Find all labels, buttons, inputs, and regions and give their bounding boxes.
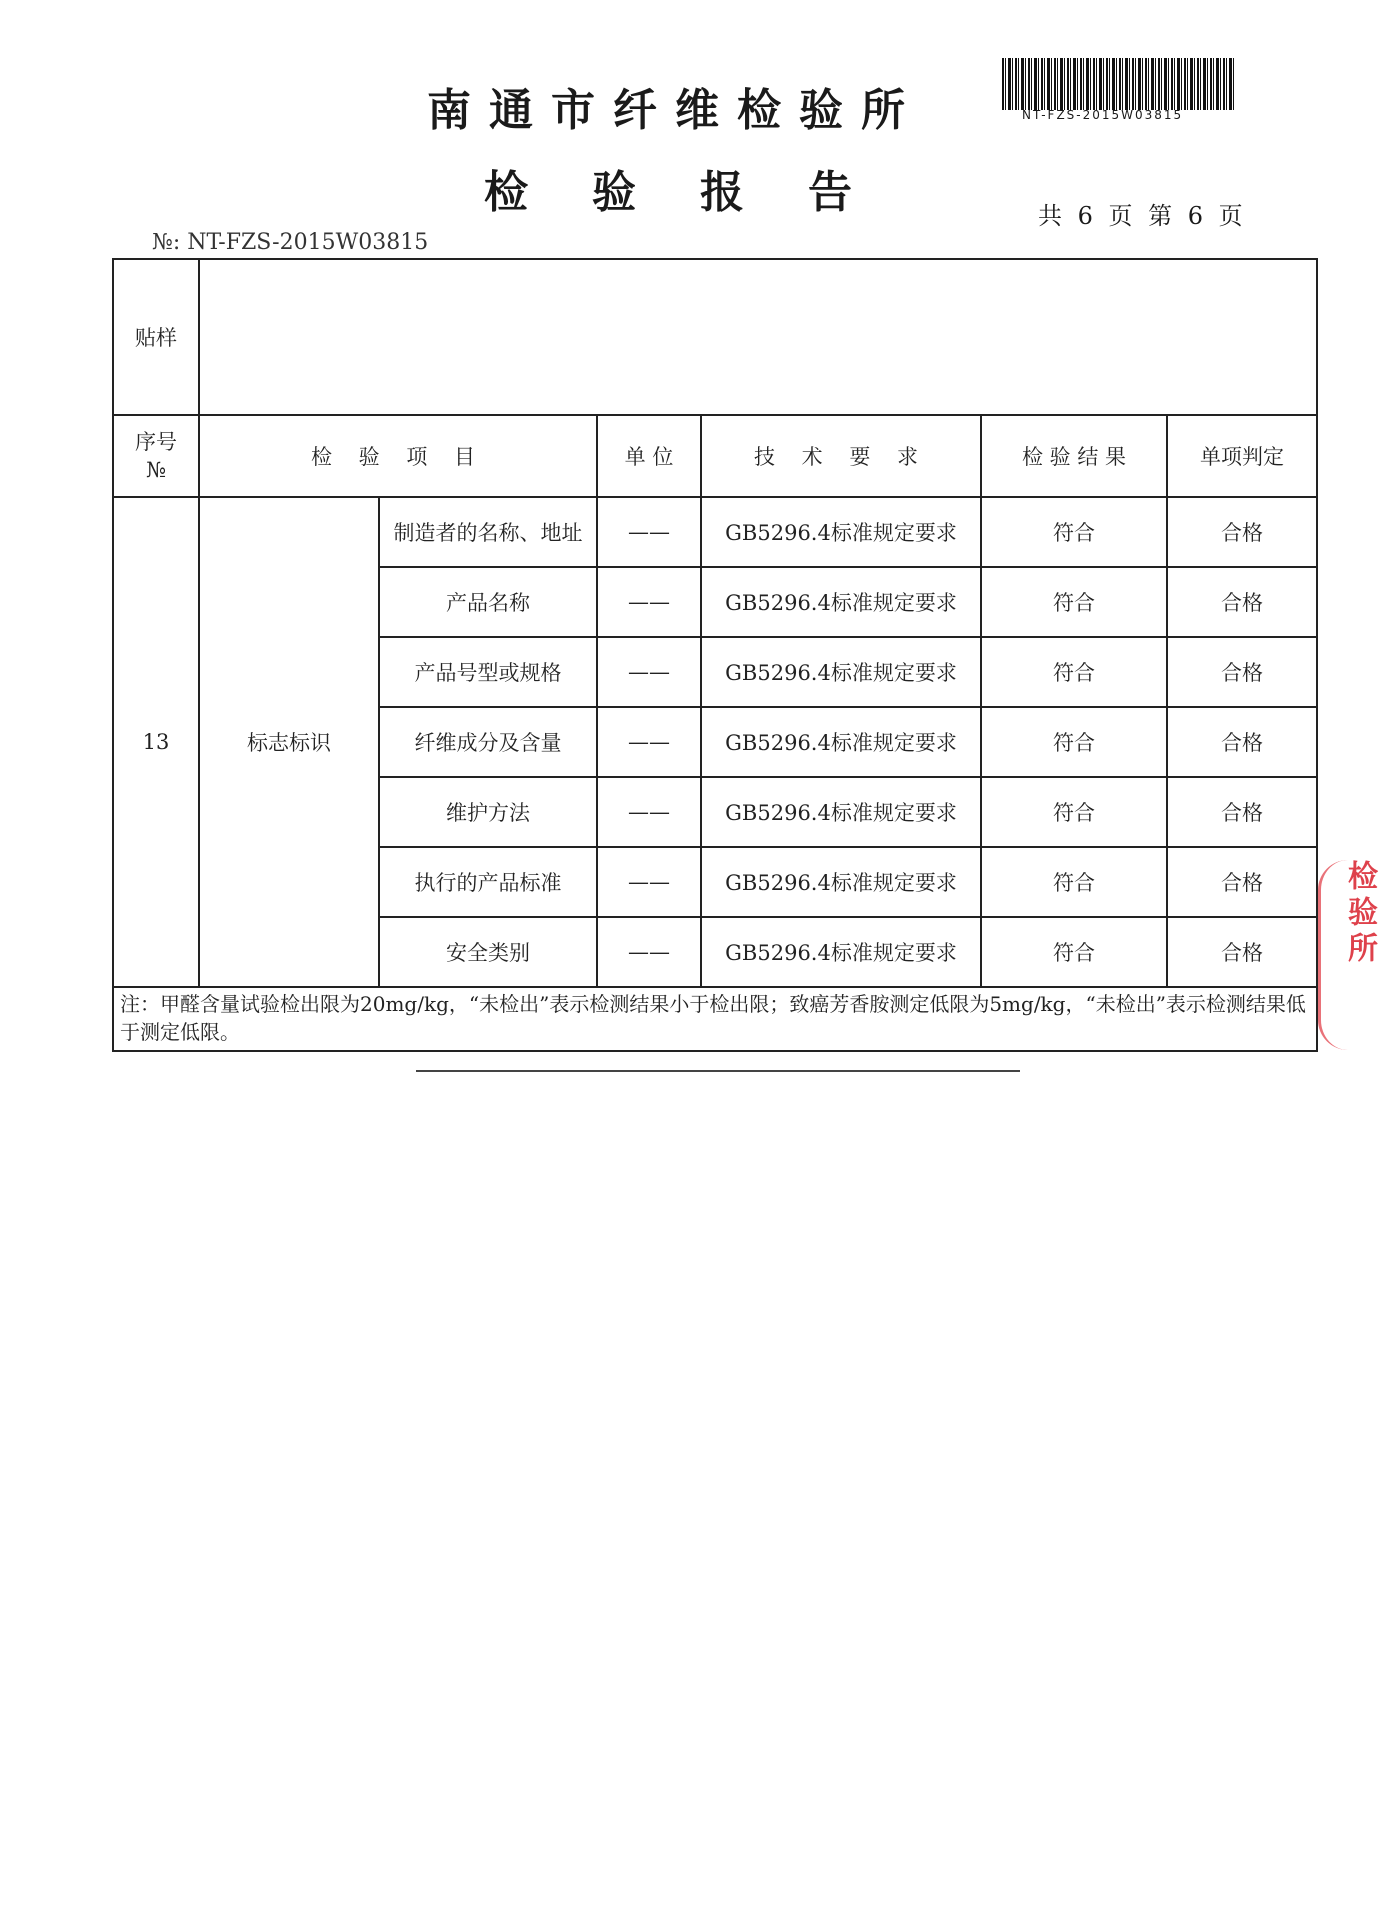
- row-unit: ——: [597, 917, 701, 987]
- header-requirement: 技 术 要 求: [701, 415, 981, 497]
- page-indicator: 共 6 页 第 6 页: [1038, 202, 1247, 230]
- table-note: 注：甲醛含量试验检出限为20mg/kg，“未检出”表示检测结果小于检出限；致癌芳香胺测定低限为5mg/kg，“未检出”表示检测结果低于测定低限。: [113, 987, 1317, 1051]
- row-unit: ——: [597, 497, 701, 567]
- row-result: 符合: [981, 637, 1167, 707]
- row-verdict: 合格: [1167, 497, 1317, 567]
- header-seq-number-sign: №: [146, 458, 166, 482]
- row-result: 符合: [981, 497, 1167, 567]
- row-requirement: GB5296.4标准规定要求: [701, 707, 981, 777]
- row-result: 符合: [981, 847, 1167, 917]
- row-item: 维护方法: [379, 777, 597, 847]
- row-verdict: 合格: [1167, 777, 1317, 847]
- row-verdict: 合格: [1167, 917, 1317, 987]
- sample-row: [113, 259, 1317, 415]
- organization-title: 南通市纤维检验所: [427, 85, 923, 136]
- row-item: 安全类别: [379, 917, 597, 987]
- row-requirement: GB5296.4标准规定要求: [701, 567, 981, 637]
- row-requirement: GB5296.4标准规定要求: [701, 917, 981, 987]
- header-result: 检 验 结 果: [981, 415, 1167, 497]
- group-category: 标志标识: [199, 497, 379, 987]
- row-unit: ——: [597, 637, 701, 707]
- row-unit: ——: [597, 567, 701, 637]
- row-verdict: 合格: [1167, 707, 1317, 777]
- sample-label: 贴样: [113, 259, 199, 415]
- row-requirement: GB5296.4标准规定要求: [701, 847, 981, 917]
- row-unit: ——: [597, 707, 701, 777]
- row-item: 制造者的名称、地址: [379, 497, 597, 567]
- row-verdict: 合格: [1167, 637, 1317, 707]
- row-result: 符合: [981, 777, 1167, 847]
- row-item: 产品名称: [379, 567, 597, 637]
- barcode-image: [1002, 58, 1234, 110]
- row-unit: ——: [597, 777, 701, 847]
- row-result: 符合: [981, 567, 1167, 637]
- row-item: 纤维成分及含量: [379, 707, 597, 777]
- note-row: [113, 987, 1317, 1051]
- report-title: 检验报告: [484, 167, 916, 218]
- header-seq: [113, 415, 199, 497]
- row-verdict: 合格: [1167, 567, 1317, 637]
- group-seq: 13: [113, 497, 199, 987]
- report-number: №: NT-FZS-2015W03815: [152, 230, 429, 255]
- row-requirement: GB5296.4标准规定要求: [701, 497, 981, 567]
- row-requirement: GB5296.4标准规定要求: [701, 637, 981, 707]
- row-result: 符合: [981, 707, 1167, 777]
- row-item: 执行的产品标准: [379, 847, 597, 917]
- official-seal-partial: 检验所: [1318, 860, 1381, 1050]
- row-requirement: GB5296.4标准规定要求: [701, 777, 981, 847]
- table-row: [113, 497, 1317, 567]
- row-item: 产品号型或规格: [379, 637, 597, 707]
- row-verdict: 合格: [1167, 847, 1317, 917]
- row-unit: ——: [597, 847, 701, 917]
- sample-area: [199, 259, 1317, 415]
- inspection-table: [112, 258, 1318, 1052]
- row-result: 符合: [981, 917, 1167, 987]
- header-item: 检 验 项 目: [199, 415, 597, 497]
- header-unit: 单 位: [597, 415, 701, 497]
- header-verdict: 单项判定: [1167, 415, 1317, 497]
- header-seq-label: 序号: [135, 430, 177, 454]
- end-divider: [416, 1070, 1020, 1072]
- table-header-row: [113, 415, 1317, 497]
- barcode-number: NT-FZS-2015W03815: [1022, 108, 1184, 122]
